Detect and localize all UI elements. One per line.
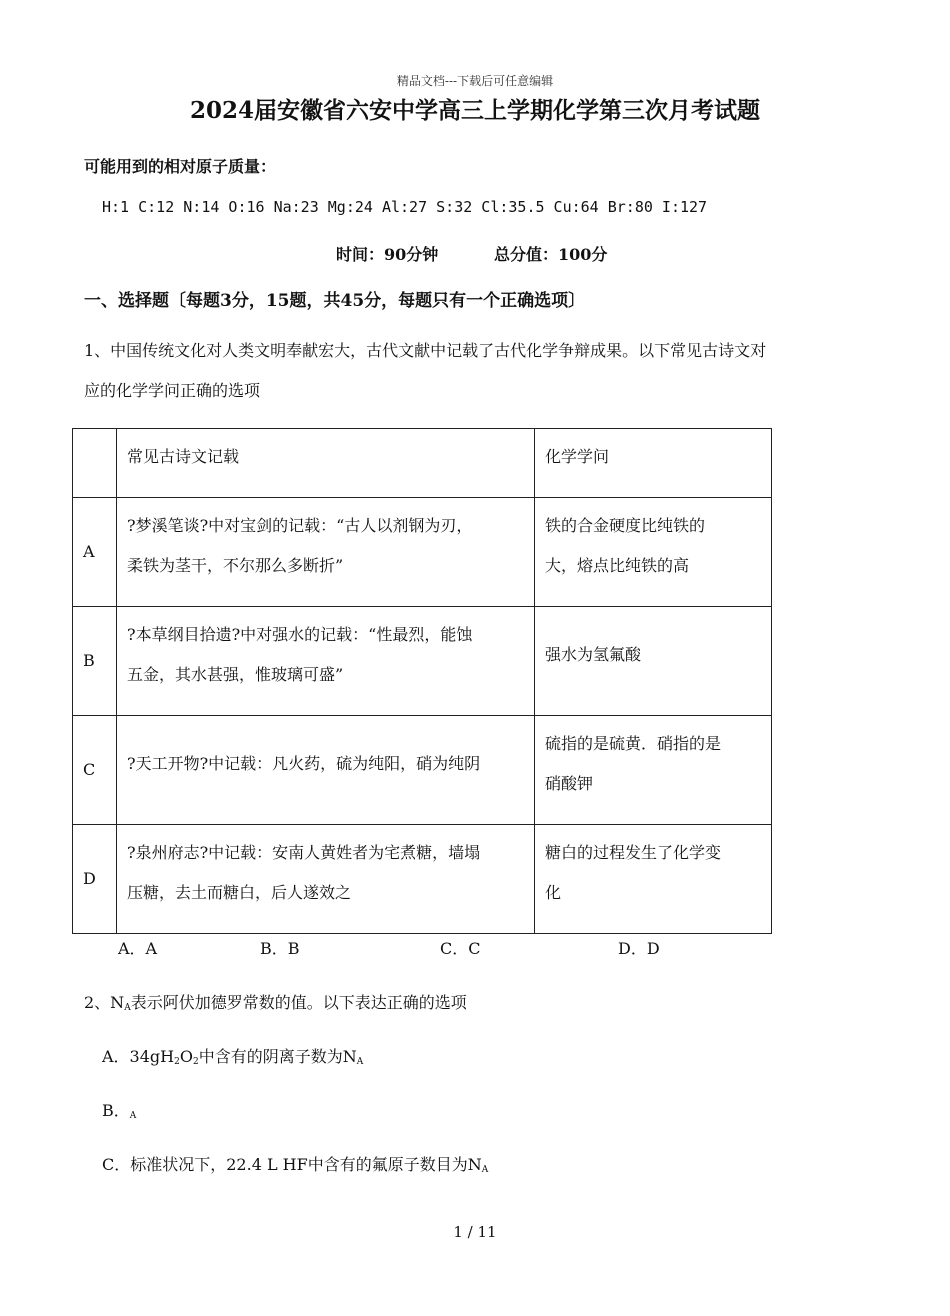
record-spacer	[127, 724, 524, 744]
q2-stem	[84, 990, 467, 1013]
q2-optA-sub1: 2	[174, 1057, 180, 1067]
record-cell	[117, 716, 535, 825]
knowledge-line: 化	[545, 883, 562, 902]
q2-optA-sub2: 2	[192, 1057, 199, 1067]
row-label: B	[73, 607, 117, 716]
exam-time: 时间：90分钟	[336, 245, 439, 264]
table-row	[73, 607, 772, 716]
atomic-masses: H:1 C:12 N:14 O:16 Na:23 Mg:24 Al:27 S:32 Cl:35.5 Cu:64 Br:80 I:127	[102, 198, 708, 216]
q1-option-d: D．D	[618, 939, 660, 958]
knowledge-cell	[535, 716, 772, 825]
knowledge-line: 大，熔点比纯铁的高	[545, 556, 690, 575]
table-header-cell	[73, 429, 117, 498]
knowledge-line: 铁的合金硬度比纯铁的	[545, 516, 706, 535]
q1-table	[72, 428, 772, 934]
table-row	[73, 825, 772, 934]
q1-option-a: A．A	[118, 939, 158, 958]
q2-optA-mid: O	[179, 1047, 193, 1066]
row-label: D	[73, 825, 117, 934]
q1-option-c: C．C	[440, 939, 481, 958]
table-header-cell: 常见古诗文记载	[117, 429, 535, 498]
q2-stem-suffix: 表示阿伏加德罗常数的值。以下表达正确的选项	[130, 993, 467, 1012]
q2-optB-prefix: B．	[102, 1101, 130, 1120]
record-line: 五金，其水甚强，惟玻璃可盛”	[127, 665, 344, 684]
header-note: 精品文档---下载后可任意编辑	[396, 74, 554, 88]
q2-option-b	[102, 1098, 136, 1121]
knowledge-cell	[535, 498, 772, 607]
total-score: 总分值：100分	[494, 245, 608, 264]
q1-stem-line2: 应的化学学问正确的选项	[84, 381, 261, 400]
q2-optA-prefix: A．34gH	[102, 1047, 175, 1066]
knowledge-cell	[535, 607, 772, 716]
record-line: ?梦溪笔谈?中对宝剑的记载：“古人以剂钢为刃，	[127, 516, 473, 535]
atomic-mass-label: 可能用到的相对原子质量：	[84, 157, 277, 176]
record-line: ?本草纲目拾遗?中对强水的记载：“性最烈，能蚀	[127, 625, 473, 644]
knowledge-spacer	[545, 615, 761, 635]
section-heading: 一、选择题〔每题3分，15题，共45分，每题只有一个正确选项〕	[84, 291, 586, 311]
record-cell	[117, 607, 535, 716]
knowledge-line: 糖白的过程发生了化学变	[545, 843, 722, 862]
q2-optA-text: 中含有的阴离子数为N	[198, 1047, 357, 1066]
record-cell	[117, 825, 535, 934]
record-line: ?天工开物?中记载：凡火药，硫为纯阳，硝为纯阴	[127, 754, 481, 773]
q1-option-b: B．B	[260, 939, 300, 958]
knowledge-line: 强水为氢氟酸	[545, 645, 642, 664]
knowledge-line: 硝酸钾	[545, 774, 594, 793]
table-row	[73, 716, 772, 825]
row-label: C	[73, 716, 117, 825]
q1-stem-line1: 1、中国传统文化对人类文明奉献宏大，古代文献中记载了古代化学争辩成果。以下常见古诗文对	[84, 341, 767, 360]
table-header-row	[73, 429, 772, 498]
table-row	[73, 498, 772, 607]
q2-optA-sub3: A	[356, 1057, 364, 1067]
table-header-cell: 化学学问	[535, 429, 772, 498]
knowledge-line: 硫指的是硫黄．硝指的是	[545, 734, 722, 753]
page-number: 1 / 11	[453, 1223, 497, 1241]
page-title: 2024届安徽省六安中学高三上学期化学第三次月考试题	[189, 97, 760, 124]
q2-option-c	[102, 1152, 488, 1175]
row-label: A	[73, 498, 117, 607]
record-line: ?泉州府志?中记载：安南人黄姓者为宅煮糖，墙塌	[127, 843, 481, 862]
q2-optC-sub: A	[481, 1165, 489, 1175]
q2-optC-text: C．标准状况下，22.4 L HF中含有的氟原子数目为N	[102, 1155, 482, 1174]
record-line: 压糖，去土而糖白，后人遂效之	[127, 883, 352, 902]
record-cell	[117, 498, 535, 607]
q2-optB-sub: A	[129, 1111, 137, 1121]
q2-stem-prefix: 2、N	[84, 993, 125, 1012]
q2-option-a	[102, 1044, 363, 1067]
knowledge-cell	[535, 825, 772, 934]
record-line: 柔铁为茎干，不尔那么多断折”	[127, 556, 344, 575]
q2-stem-sub: A	[124, 1003, 131, 1013]
